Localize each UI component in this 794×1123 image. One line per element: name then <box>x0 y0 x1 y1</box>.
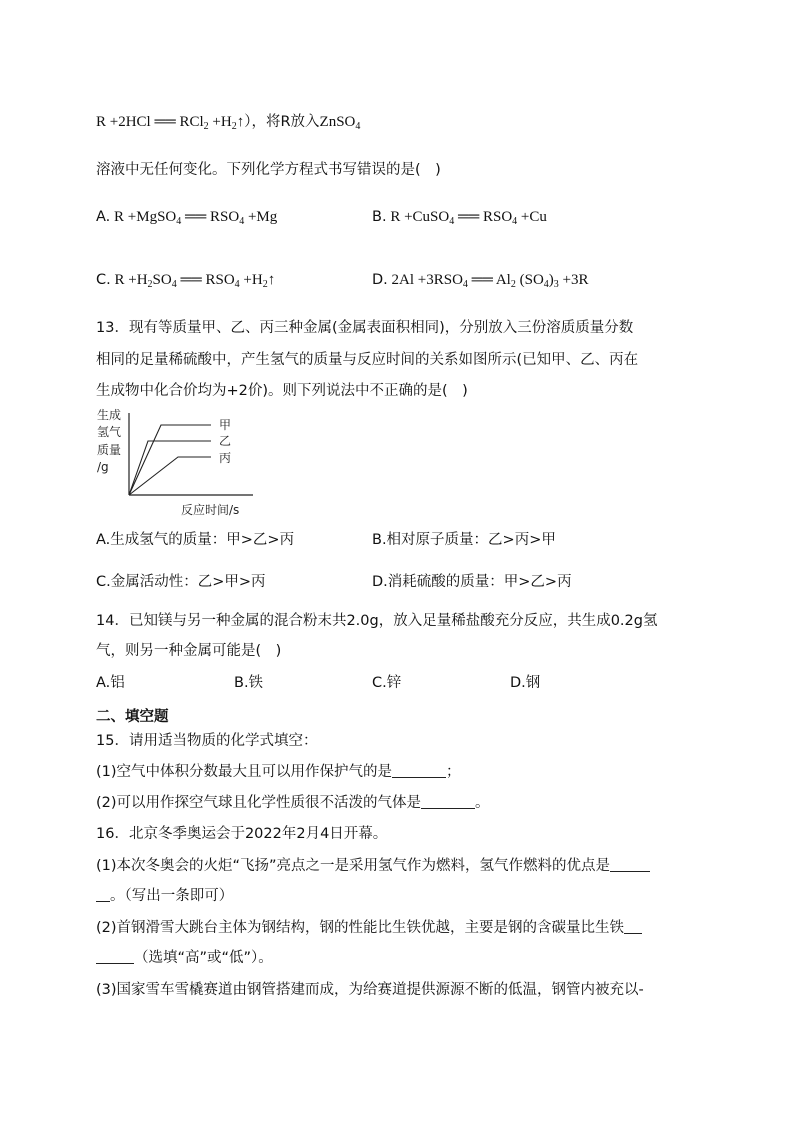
q16-part1-hint: 。（写出一条即可） <box>110 888 234 904</box>
section-heading-fill-in: 二、填空题 <box>96 709 169 725</box>
graph-line-bing <box>129 457 211 495</box>
q16-part2-answer-blank[interactable] <box>624 919 642 934</box>
q13-option-d: D.消耗硫酸的质量：甲>乙>丙 <box>372 574 572 590</box>
q15-part2 <box>96 793 490 813</box>
q12-option-a-letter: A. <box>96 209 111 225</box>
q12-option-b <box>372 207 547 232</box>
q13-option-b: B.相对原子质量：乙>丙>甲 <box>372 532 556 548</box>
q14-stem-line2: 气，则另一种金属可能是( ) <box>96 643 282 659</box>
q16-part2-hint: （选填“高”或“低”）。 <box>134 950 273 966</box>
q15-part1-answer-blank[interactable] <box>392 763 446 778</box>
q16-part1-answer-blank[interactable] <box>610 857 650 872</box>
q16-part1-answer-blank-cont[interactable] <box>96 887 110 902</box>
q15-part2-answer-blank[interactable] <box>421 794 475 809</box>
q16-part2-line1 <box>96 918 642 938</box>
q16-part1-line2 <box>96 886 233 906</box>
graph-ylabel-line2: 氢气 <box>97 425 122 439</box>
q12-option-c-letter: C. <box>96 272 111 288</box>
q16-part2-answer-blank-cont[interactable] <box>96 949 134 964</box>
q14-stem-line1: 14．已知镁与另一种金属的混合粉末共2.0g，放入足量稀盐酸充分反应，共生成0.2g氢 <box>96 613 658 629</box>
graph-series-label-yi: 乙 <box>219 434 232 448</box>
q16-part1-line1 <box>96 856 650 876</box>
q15-part1 <box>96 762 461 782</box>
q14-option-c: C.锌 <box>372 675 402 691</box>
q12-reaction-line: R +2HCl ══ $RCl_2 +H_2↑$），将R放入ZnSO$_4$ <box>96 114 361 132</box>
q14-option-a: A.铝 <box>96 675 125 691</box>
q12-option-c-formula: $R +H_2SO_4$ ══ $RSO_4$ $+H_2↑$ <box>110 272 276 290</box>
q16-part2-text: (2)首钢滑雪大跳台主体为钢结构，钢的性能比生铁优越，主要是钢的含碳量比生铁 <box>96 920 625 936</box>
q13-stem-line2: 相同的足量稀硫酸中，产生氢气的质量与反应时间的关系如图所示(已知甲、乙、丙在 <box>96 352 639 368</box>
q12-option-d-formula: $2Al +3RSO_4$ ══ $Al_2$ $(SO_4)_3 +3R$ <box>387 272 589 290</box>
q16-part1-text: (1)本次冬奥会的火炬“飞扬”亮点之一是采用氢气作为燃料，氢气作燃料的优点是 <box>96 858 611 874</box>
q12-option-b-formula: R +CuSO$_4$ ══ $RSO_4 +Cu$ <box>386 209 547 227</box>
q13-option-c: C.金属活动性：乙>甲>丙 <box>96 574 266 590</box>
q12-stem: 溶液中无任何变化。下列化学方程式书写错误的是( ) <box>96 162 441 178</box>
graph-series-label-jia: 甲 <box>219 418 232 432</box>
graph-xlabel: 反应时间/s <box>181 503 240 517</box>
q14-option-b: B.铁 <box>234 675 264 691</box>
q12-line1-tail: ），将R放入 <box>244 114 320 130</box>
q15-stem: 15．请用适当物质的化学式填空： <box>96 733 318 749</box>
q16-part2-line2 <box>96 948 273 968</box>
q15-part2-end: 。 <box>475 795 490 811</box>
q12-option-c <box>96 270 275 295</box>
q12-option-a <box>96 207 277 232</box>
graph-ylabel-line3: 质量 <box>97 443 122 457</box>
q12-option-b-letter: B. <box>372 209 387 225</box>
q13-stem-line3: 生成物中化合价均为+2价)。则下列说法中不正确的是( ) <box>96 383 468 399</box>
q14-option-d: D.钢 <box>510 675 541 691</box>
q12-option-d-letter: D. <box>372 272 388 288</box>
q13-hydrogen-graph <box>93 405 263 525</box>
graph-ylabel-line4: /g <box>97 460 109 474</box>
q15-part1-end: ； <box>446 764 461 780</box>
q16-part3-line1: (3)国家雪车雪橇赛道由钢管搭建而成，为给赛道提供源源不断的低温，钢管内被充以- <box>96 982 644 998</box>
q12-option-a-formula: R +MgSO$_4$ ══ $RSO_4 +Mg$ <box>110 209 278 227</box>
q13-option-a: A.生成氢气的质量：甲>乙>丙 <box>96 532 295 548</box>
q16-stem: 16．北京冬季奥运会于2022年2月4日开幕。 <box>96 826 388 842</box>
q13-stem-line1: 13．现有等质量甲、乙、丙三种金属(金属表面积相同)，分别放入三份溶质质量分数 <box>96 320 634 336</box>
q15-part1-text: (1)空气中体积分数最大且可以用作保护气的是 <box>96 764 393 780</box>
q15-part2-text: (2)可以用作探空气球且化学性质很不活泼的气体是 <box>96 795 422 811</box>
graph-ylabel-line1: 生成 <box>97 408 122 422</box>
graph-series-label-bing: 丙 <box>219 451 232 465</box>
q12-option-d <box>372 270 589 295</box>
